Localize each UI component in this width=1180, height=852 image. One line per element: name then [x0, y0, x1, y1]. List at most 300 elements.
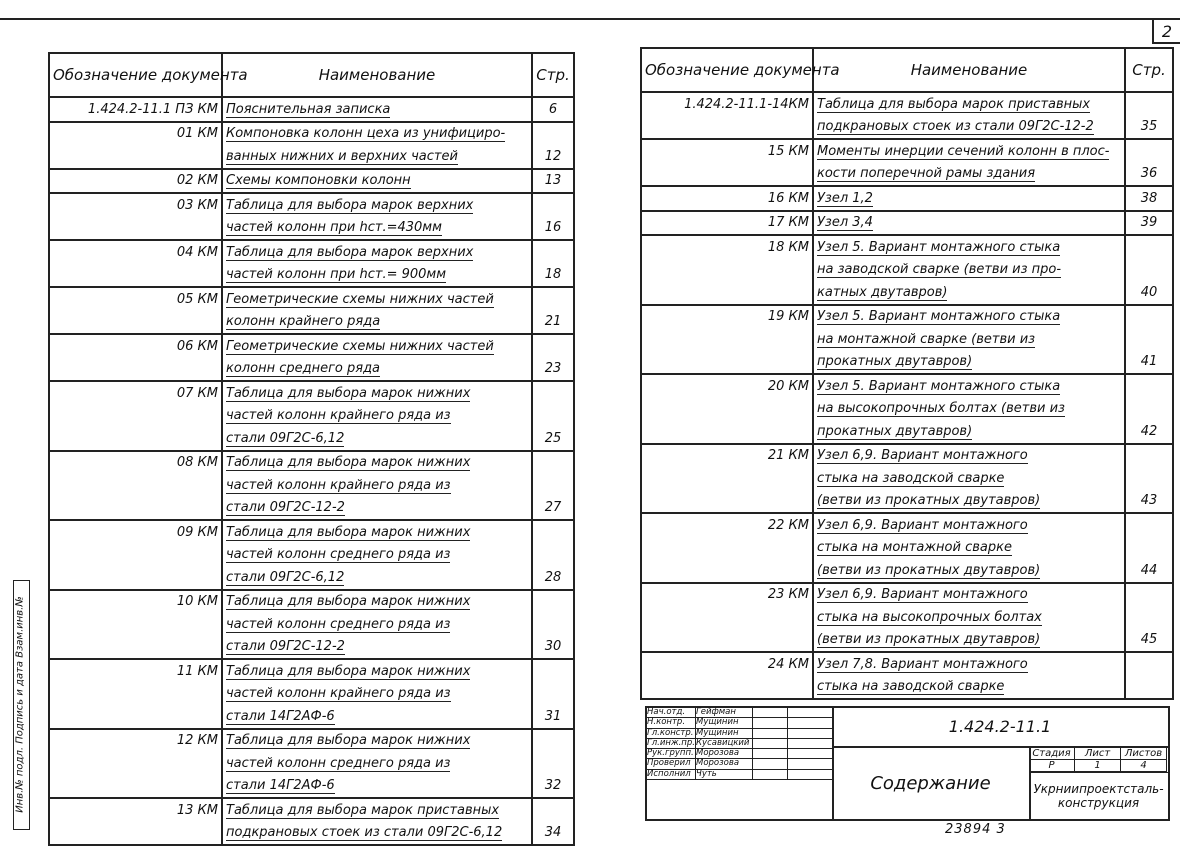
document-code-cell [49, 752, 222, 775]
title-line: Таблица для выбора марок нижних [226, 733, 471, 749]
document-code-cell [49, 497, 222, 521]
page-cell [1125, 513, 1173, 537]
page-cell [1125, 259, 1173, 282]
title-cell [222, 705, 532, 729]
document-code-cell: 19 КМ [641, 305, 813, 329]
document-code-cell [49, 566, 222, 590]
page-cell [532, 613, 574, 636]
page-cell [532, 451, 574, 475]
sheets-label: Листов [1121, 748, 1167, 760]
document-code-cell: 21 КМ [641, 444, 813, 468]
header-name: Наименование [813, 48, 1125, 92]
page-cell: 13 [532, 169, 574, 194]
title-cell [813, 328, 1125, 351]
table-row [641, 211, 1173, 236]
title-cell [813, 211, 1125, 236]
title-line: Таблица для выбора марок нижних [226, 385, 471, 401]
table-row [49, 659, 574, 683]
title-cell [222, 381, 532, 405]
title-cell [222, 287, 532, 311]
title-line: Узел 5. Вариант монтажного стыка [817, 239, 1061, 255]
document-code-cell: 05 КМ [49, 287, 222, 311]
table-row [641, 467, 1173, 490]
page-cell [1125, 444, 1173, 468]
table-row [641, 490, 1173, 514]
table-row [49, 822, 574, 846]
document-code-cell [641, 259, 813, 282]
page-cell: 45 [1125, 629, 1173, 653]
document-code-cell [49, 405, 222, 428]
title-cell [222, 636, 532, 660]
title-cell [813, 537, 1125, 560]
title-cell [813, 186, 1125, 211]
document-code-cell [641, 328, 813, 351]
title-cell [222, 497, 532, 521]
title-line: частей колонн среднего ряда из [226, 755, 451, 771]
page-cell: 38 [1125, 186, 1173, 211]
page-cell [532, 193, 574, 217]
person-name: Кусавицкий [696, 739, 753, 748]
document-code-cell [641, 606, 813, 629]
role: Нач.отд. [647, 708, 696, 717]
page-cell [1125, 467, 1173, 490]
title-cell [813, 235, 1125, 259]
page-cell [1125, 537, 1173, 560]
title-line: подкрановых стоек из стали 09Г2С-12-2 [817, 119, 1094, 135]
table-row [641, 92, 1173, 116]
signature-table [647, 708, 834, 819]
title-cell [222, 798, 532, 822]
document-code-cell: 07 КМ [49, 381, 222, 405]
title-cell [222, 520, 532, 544]
page-cell [532, 474, 574, 497]
header-name: Наименование [222, 53, 532, 97]
header-page: Стр. [532, 53, 574, 97]
table-row [49, 169, 574, 194]
title-line: частей колонн среднего ряда из [226, 547, 451, 563]
table-row [641, 606, 1173, 629]
page-cell [532, 544, 574, 567]
document-code-cell [641, 676, 813, 700]
document-code-cell: 16 КМ [641, 186, 813, 211]
title-cell [222, 566, 532, 590]
page-cell [532, 381, 574, 405]
title-line: частей колонн крайнего ряда из [226, 686, 451, 702]
title-line: стали 09Г2С-12-2 [226, 500, 345, 516]
table-row [49, 427, 574, 451]
title-line: Таблица для выбора марок нижних [226, 524, 471, 540]
role: Гл.инж.пр. [647, 737, 695, 748]
table-row [641, 652, 1173, 676]
document-code-cell: 22 КМ [641, 513, 813, 537]
page-cell: 34 [532, 822, 574, 846]
page-cell [1125, 652, 1173, 676]
title-cell [813, 583, 1125, 607]
title-line: на заводской сварке (ветви из про- [817, 262, 1062, 278]
title-line: частей колонн крайнего ряда из [226, 477, 451, 493]
table-row [49, 122, 574, 146]
title-cell [813, 351, 1125, 375]
table-row [641, 629, 1173, 653]
title-block [645, 706, 1170, 821]
title-cell [222, 451, 532, 475]
title-cell [222, 544, 532, 567]
header-page: Стр. [1125, 48, 1173, 92]
title-cell [222, 729, 532, 753]
table-row [49, 683, 574, 706]
title-cell [813, 281, 1125, 305]
table-row [641, 374, 1173, 398]
title-line: прокатных двутавров) [817, 354, 973, 370]
title-line: Таблица для выбора марок приставных [817, 96, 1091, 112]
contents-table-left [48, 52, 575, 846]
page-cell [1125, 374, 1173, 398]
title-line: катных двутавров) [817, 284, 948, 300]
table-row [641, 351, 1173, 375]
page-cell [1125, 235, 1173, 259]
title-cell [222, 775, 532, 799]
document-code-cell: 1.424.2-11.1-14КМ [641, 92, 813, 116]
role: Исполнил [647, 770, 696, 779]
title-line: стыка на высокопрочных болтах [817, 609, 1042, 625]
document-code-cell: 1.424.2-11.1 ПЗ КМ [49, 97, 222, 122]
document-code-cell [49, 145, 222, 169]
page-cell [532, 122, 574, 146]
document-code-cell [641, 351, 813, 375]
page-cell [532, 683, 574, 706]
title-line: частей колонн крайнего ряда из [226, 408, 451, 424]
page-cell [1125, 676, 1173, 700]
table-row [641, 281, 1173, 305]
side-stamp [13, 580, 30, 830]
title-line: на высокопрочных болтах (ветви из [817, 401, 1065, 417]
table-row [49, 381, 574, 405]
title-line: Схемы компоновки колонн [226, 173, 411, 189]
document-code-cell: 13 КМ [49, 798, 222, 822]
page-cell [532, 405, 574, 428]
person-name: Мущинин [696, 718, 753, 727]
title-line: Таблица для выбора марок приставных [226, 802, 500, 818]
page-cell [532, 334, 574, 358]
title-line: подкрановых стоек из стали 09Г2С-6,12 [226, 825, 503, 841]
title-cell [222, 405, 532, 428]
title-line: стыка на заводской сварке [817, 470, 1005, 486]
document-code-cell [49, 264, 222, 288]
title-line: (ветви из прокатных двутавров) [817, 632, 1041, 648]
title-line: на монтажной сварке (ветви из [817, 331, 1036, 347]
table-row [641, 444, 1173, 468]
page-cell: 44 [1125, 559, 1173, 583]
table-row [641, 559, 1173, 583]
document-code-cell [641, 281, 813, 305]
page-cell [532, 659, 574, 683]
table-row [49, 752, 574, 775]
title-cell [813, 305, 1125, 329]
table-row [49, 636, 574, 660]
page-cell: 18 [532, 264, 574, 288]
document-code-cell: 24 КМ [641, 652, 813, 676]
title-line: Таблица для выбора марок нижних [226, 663, 471, 679]
title-line: частей колонн при hст.=430мм [226, 220, 442, 236]
title-line: Узел 3,4 [817, 215, 873, 231]
document-code-cell: 11 КМ [49, 659, 222, 683]
title-cell [813, 606, 1125, 629]
document-code-cell [641, 116, 813, 140]
title-cell [813, 259, 1125, 282]
title-line: частей колонн при hст.= 900мм [226, 267, 447, 283]
page-cell [1125, 398, 1173, 421]
header-code: Обозначение документа [641, 48, 813, 92]
person-name: Морозова [696, 759, 753, 768]
table-row [49, 566, 574, 590]
title-line: стыка на монтажной сварке [817, 540, 1012, 556]
table-row [49, 729, 574, 753]
document-code-cell [641, 467, 813, 490]
table-row [641, 235, 1173, 259]
table-row [49, 311, 574, 335]
title-cell [222, 193, 532, 217]
page-cell: 39 [1125, 211, 1173, 236]
document-code-cell [49, 427, 222, 451]
title-line: Узел 6,9. Вариант монтажного [817, 448, 1028, 464]
title-line: Геометрические схемы нижних частей [226, 338, 494, 354]
stage-value: Р [1029, 760, 1075, 772]
document-code-cell: 08 КМ [49, 451, 222, 475]
title-line: Компоновка колонн цеха из унифициро- [226, 126, 506, 142]
title-cell [222, 145, 532, 169]
page-cell [532, 520, 574, 544]
document-code-cell: 20 КМ [641, 374, 813, 398]
title-line: стали 09Г2С-12-2 [226, 639, 345, 655]
title-cell [813, 420, 1125, 444]
signature-row [647, 770, 832, 780]
document-code-cell [49, 822, 222, 846]
table-row [641, 583, 1173, 607]
title-line: Узел 7,8. Вариант монтажного [817, 656, 1028, 672]
document-code-cell [641, 490, 813, 514]
person-name: Мущинин [696, 729, 753, 738]
title-line: Геометрические схемы нижних частей [226, 291, 494, 307]
document-code-cell: 12 КМ [49, 729, 222, 753]
title-cell [813, 676, 1125, 700]
title-line: ванных нижних и верхних частей [226, 148, 458, 164]
title-cell [813, 139, 1125, 163]
title-cell [222, 474, 532, 497]
top-border-line [0, 18, 1180, 20]
page-cell [532, 798, 574, 822]
title-line: стали 09Г2С-6,12 [226, 430, 345, 446]
document-code: 1.424.2-11.1 [832, 708, 1168, 748]
title-line: Таблица для выбора марок нижних [226, 594, 471, 610]
title-cell [813, 467, 1125, 490]
person-name: Чуть [696, 770, 753, 779]
archive-number: 23894 3 [945, 822, 1006, 837]
role: Гл.констр. [647, 729, 696, 738]
table-row [641, 420, 1173, 444]
title-line: Пояснительная записка [226, 101, 391, 117]
organization-line: конструкция [1057, 796, 1140, 810]
title-cell [813, 559, 1125, 583]
title-line: колонн среднего ряда [226, 361, 381, 377]
document-code-cell: 10 КМ [49, 590, 222, 614]
document-code-cell: 18 КМ [641, 235, 813, 259]
title-line: Таблица для выбора марок верхних [226, 197, 474, 213]
title-line: кости поперечной рамы здания [817, 166, 1036, 182]
table-row [49, 451, 574, 475]
side-stamp-text: Инв.№ подл. Подпись и дата Взам.инв.№ [14, 596, 26, 813]
table-row [49, 520, 574, 544]
title-line: Узел 5. Вариант монтажного стыка [817, 309, 1061, 325]
table-row [49, 775, 574, 799]
title-line: (ветви из прокатных двутавров) [817, 493, 1041, 509]
title-line: колонн крайнего ряда [226, 314, 381, 330]
header-code: Обозначение документа [49, 53, 222, 97]
document-code-cell [641, 537, 813, 560]
page-cell [1125, 305, 1173, 329]
page-cell [532, 729, 574, 753]
document-code-cell [49, 683, 222, 706]
title-cell [813, 444, 1125, 468]
table-row [49, 287, 574, 311]
title-line: Узел 6,9. Вариант монтажного [817, 587, 1028, 603]
title-line: Таблица для выбора марок верхних [226, 244, 474, 260]
sheet-label: Лист [1075, 748, 1121, 760]
table-row [641, 537, 1173, 560]
page-cell: 41 [1125, 351, 1173, 375]
table-row [49, 798, 574, 822]
page-cell: 21 [532, 311, 574, 335]
page-cell: 28 [532, 566, 574, 590]
title-cell [813, 163, 1125, 187]
title-line: Узел 6,9. Вариант монтажного [817, 517, 1028, 533]
title-cell [222, 613, 532, 636]
stage-block [1029, 748, 1168, 773]
table-row [641, 259, 1173, 282]
table-row [49, 474, 574, 497]
document-code-cell [49, 613, 222, 636]
table-row [641, 163, 1173, 187]
table-row [49, 334, 574, 358]
title-cell [222, 334, 532, 358]
role: Н.контр. [647, 718, 696, 727]
table-row [49, 240, 574, 264]
document-code-cell [49, 775, 222, 799]
table-row [49, 544, 574, 567]
table-row [641, 676, 1173, 700]
document-code-cell: 09 КМ [49, 520, 222, 544]
title-line: (ветви из прокатных двутавров) [817, 562, 1041, 578]
page-cell [1125, 92, 1173, 116]
page-cell: 12 [532, 145, 574, 169]
page-cell: 43 [1125, 490, 1173, 514]
table-row [641, 116, 1173, 140]
person-name: Морозова [696, 749, 753, 758]
sheet-title: Содержание [832, 748, 1031, 819]
title-line: стали 14Г2АФ-6 [226, 708, 335, 724]
page-cell [532, 752, 574, 775]
page-cell [1125, 328, 1173, 351]
title-cell [222, 752, 532, 775]
title-cell [813, 374, 1125, 398]
table-row [49, 145, 574, 169]
document-code-cell [49, 474, 222, 497]
table-row [641, 139, 1173, 163]
page-cell: 27 [532, 497, 574, 521]
page-cell [1125, 139, 1173, 163]
table-row [49, 590, 574, 614]
document-code-cell [641, 629, 813, 653]
title-line: Узел 1,2 [817, 190, 873, 206]
title-cell [222, 822, 532, 846]
table-row [49, 193, 574, 217]
title-cell [813, 652, 1125, 676]
table-row [49, 497, 574, 521]
title-cell [222, 240, 532, 264]
page-cell: 25 [532, 427, 574, 451]
page-cell: 42 [1125, 420, 1173, 444]
organization [1029, 774, 1168, 819]
page-cell: 31 [532, 705, 574, 729]
title-cell [813, 490, 1125, 514]
table-row [49, 613, 574, 636]
title-line: частей колонн среднего ряда из [226, 616, 451, 632]
page-cell: 35 [1125, 116, 1173, 140]
page-cell: 16 [532, 217, 574, 241]
page-cell: 40 [1125, 281, 1173, 305]
table-row [641, 186, 1173, 211]
title-line: стыка на заводской сварке [817, 679, 1005, 695]
title-cell [222, 217, 532, 241]
document-code-cell [641, 420, 813, 444]
table-row [49, 405, 574, 428]
stage-label: Стадия [1029, 748, 1075, 760]
document-code-cell [49, 358, 222, 382]
title-cell [813, 92, 1125, 116]
document-code-cell: 01 КМ [49, 122, 222, 146]
organization-line: Укрниипроектсталь- [1033, 782, 1164, 796]
role: Проверил [647, 759, 696, 768]
role: Рук.групп. [647, 749, 696, 758]
document-code-cell: 23 КМ [641, 583, 813, 607]
title-cell [222, 169, 532, 194]
page-cell: 36 [1125, 163, 1173, 187]
document-code-cell: 06 КМ [49, 334, 222, 358]
sheet-number: 2 [1152, 20, 1180, 44]
table-row [641, 398, 1173, 421]
title-cell [222, 264, 532, 288]
title-line: стали 14Г2АФ-6 [226, 778, 335, 794]
title-cell [222, 590, 532, 614]
title-cell [222, 358, 532, 382]
document-code-cell [49, 636, 222, 660]
document-code-cell [641, 163, 813, 187]
title-cell [813, 513, 1125, 537]
document-code-cell [641, 559, 813, 583]
page-cell: 32 [532, 775, 574, 799]
title-cell [813, 629, 1125, 653]
table-row [49, 97, 574, 122]
title-cell [222, 122, 532, 146]
title-line: стали 09Г2С-6,12 [226, 569, 345, 585]
table-row [641, 305, 1173, 329]
table-row [49, 705, 574, 729]
title-line: Таблица для выбора марок нижних [226, 455, 471, 471]
title-cell [222, 659, 532, 683]
page-cell: 30 [532, 636, 574, 660]
page-cell [532, 240, 574, 264]
page-cell [1125, 606, 1173, 629]
document-code-cell [49, 217, 222, 241]
